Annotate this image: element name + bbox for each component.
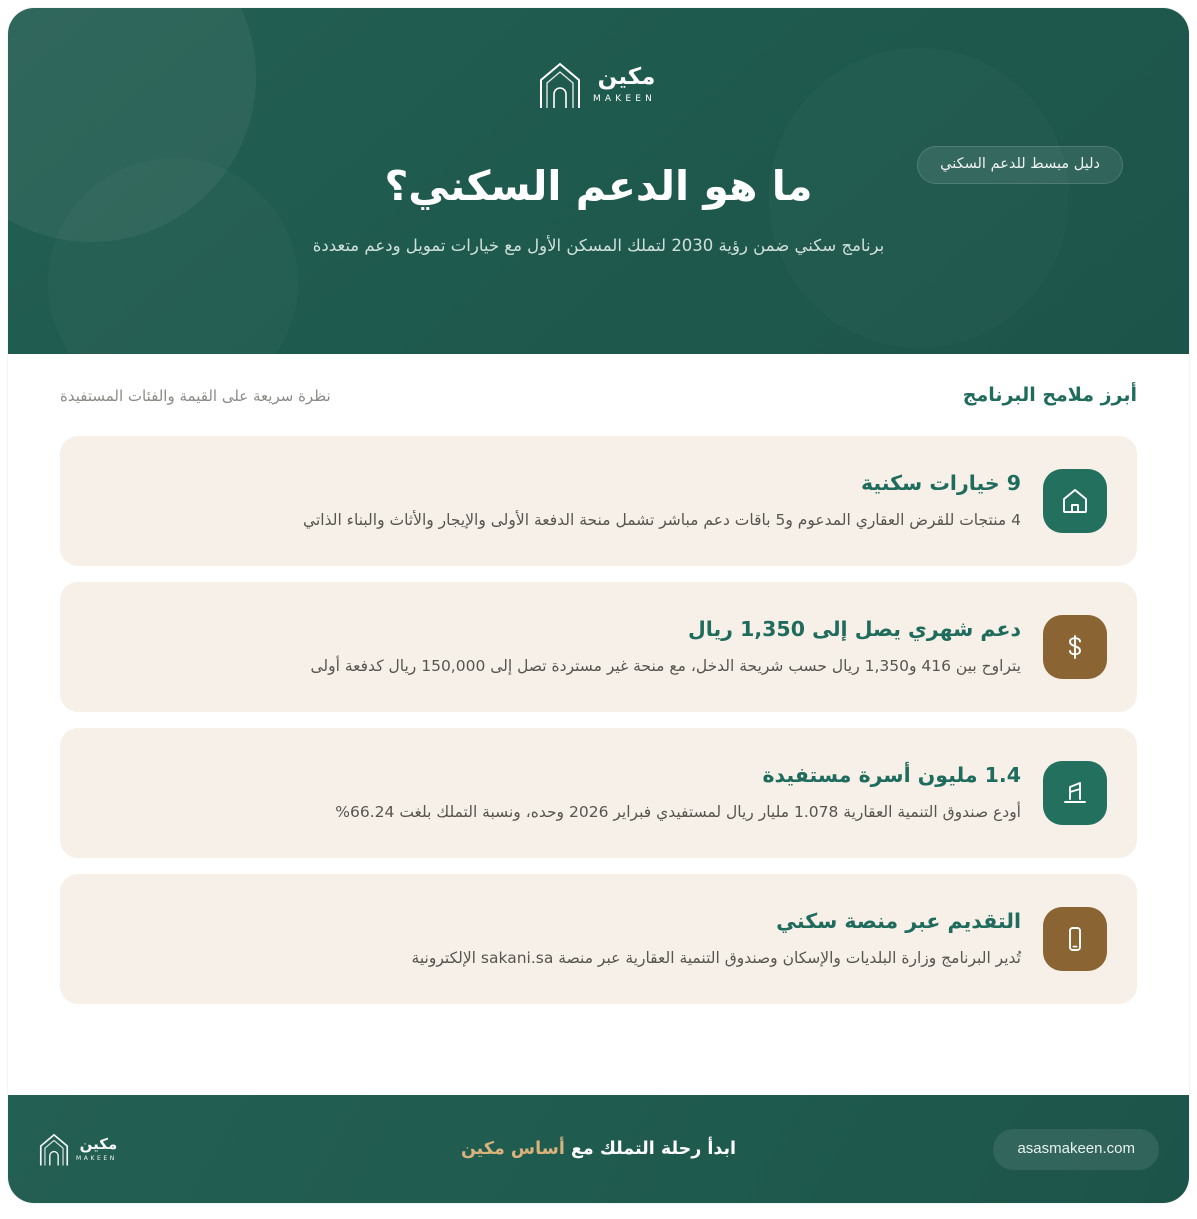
feature-card-body	[90, 909, 1021, 969]
website-url-pill[interactable]: asasmakeen.com	[993, 1129, 1159, 1170]
home-icon	[1043, 469, 1107, 533]
infographic-poster	[8, 8, 1189, 1203]
feature-card-desc: أودع صندوق التنمية العقارية 1.078 مليار ريال لمستفيدي فبراير 2026 وحده، ونسبة التملك بلغت 66.24%	[335, 802, 1021, 821]
feature-card	[60, 728, 1137, 858]
feature-card-title: دعم شهري يصل إلى 1,350 ريال	[687, 616, 1021, 641]
feature-card-desc: تُدير البرنامج وزارة البلديات والإسكان وصندوق التنمية العقارية عبر منصة sakani.sa الإلكترونية	[411, 948, 1021, 967]
feature-card	[60, 436, 1137, 566]
page-title: ما هو الدعم السكني؟	[384, 162, 813, 210]
content-section	[8, 354, 1189, 1004]
brand-name-arabic: مكين	[597, 64, 656, 90]
footer-brand-logo	[38, 1132, 121, 1167]
footer-cta-accent: أساس مكين	[460, 1139, 565, 1159]
brand-logo-text	[593, 66, 660, 104]
feature-card-title: التقديم عبر منصة سكني	[776, 908, 1021, 933]
house-arch-icon	[537, 60, 583, 110]
dollar-icon	[1043, 615, 1107, 679]
footer-cta-prefix: ابدأ رحلة التملك مع	[564, 1139, 737, 1159]
brand-logo	[8, 8, 1189, 110]
feature-card-body	[90, 471, 1021, 531]
footer-section	[8, 1095, 1189, 1203]
section-title: أبرز ملامح البرنامج	[962, 384, 1137, 406]
feature-card	[60, 874, 1137, 1004]
footer-brand-name-latin: MAKEEN	[76, 1154, 117, 1162]
section-note: نظرة سريعة على القيمة والفئات المستفيدة	[60, 387, 331, 405]
header-badge: دليل مبسط للدعم السكني	[917, 146, 1123, 184]
feature-card	[60, 582, 1137, 712]
mobile-phone-icon	[1043, 907, 1107, 971]
header-section	[8, 8, 1189, 354]
brand-name-latin: MAKEEN	[592, 94, 657, 104]
footer-brand-name-arabic: مكين	[79, 1134, 118, 1153]
page-subtitle: برنامج سكني ضمن رؤية 2030 لتملك المسكن الأول مع خيارات تمويل ودعم متعددة	[312, 236, 885, 255]
section-header	[60, 384, 1137, 436]
feature-card-title: 9 خيارات سكنية	[860, 470, 1021, 495]
chart-laptop-icon	[1043, 761, 1107, 825]
feature-card-body	[90, 617, 1021, 677]
feature-card-desc: 4 منتجات للقرض العقاري المدعوم و5 باقات دعم مباشر تشمل منحة الدفعة الأولى والإيجار والأثاث والبناء الذاتي	[303, 510, 1021, 529]
feature-card-list	[60, 436, 1137, 1004]
feature-card-desc: يتراوح بين 416 و1,350 ريال حسب شريحة الدخل، مع منحة غير مستردة تصل إلى 150,000 ريال كدفعة أولى	[310, 656, 1021, 675]
footer-brand-logo-text	[76, 1134, 121, 1162]
feature-card-body	[90, 763, 1021, 823]
feature-card-title: 1.4 مليون أسرة مستفيدة	[762, 762, 1021, 787]
footer-house-arch-icon	[38, 1132, 70, 1167]
